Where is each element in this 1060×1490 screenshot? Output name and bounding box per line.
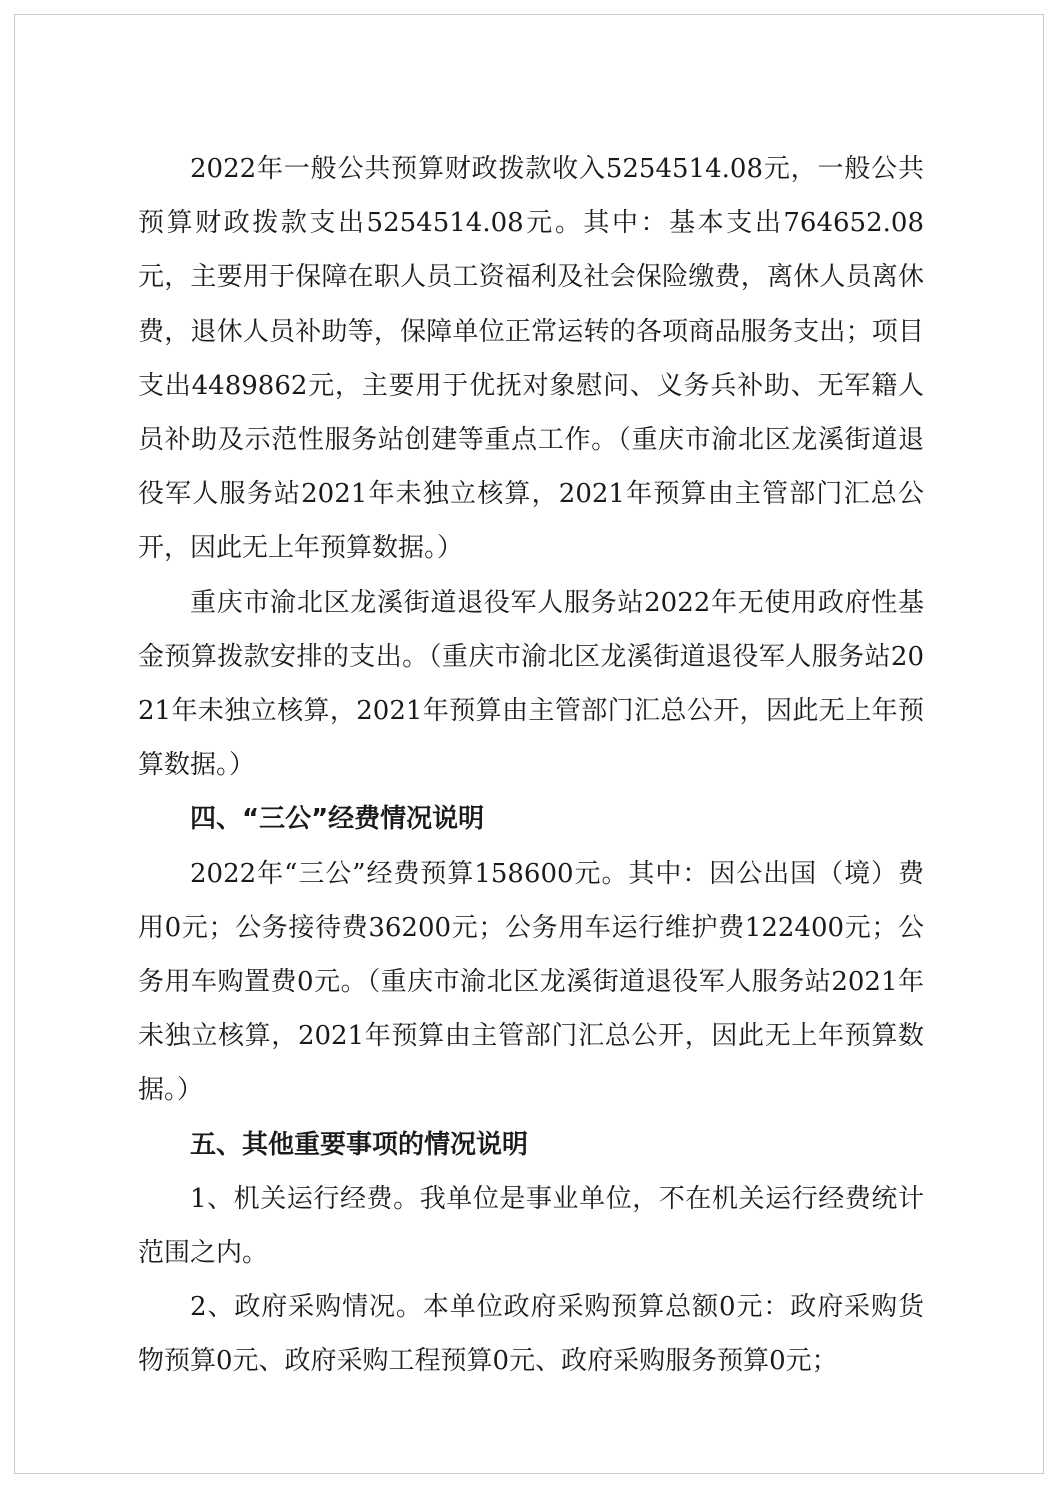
document-body <box>138 142 924 1389</box>
paragraph-operating-expenses: 1、机关运行经费。我单位是事业单位，不在机关运行经费统计范围之内。 <box>138 1183 924 1269</box>
paragraph-general-budget: 2022年一般公共预算财政拨款收入5254514.08元，一般公共预算财政拨款支出5254514.08元。其中：基本支出764652.08元，主要用于保障在职人员工资福利及社会保险缴费，离休人员离休费，退休人员补助等，保障单位正常运转的各项商品服务支出；项目支出4489862元，主要用于优抚对象慰问、义务兵补助、无军籍人员补助及示范性服务站创建等重点工作。（重庆市渝北区龙溪街道退役军人服务站2021年未独立核算，2021年预算由主管部门汇总公开，因此无上年预算数据。） <box>138 154 924 564</box>
section-heading-other-matters: 五、其他重要事项的情况说明 <box>190 1129 529 1160</box>
paragraph-fund-budget: 重庆市渝北区龙溪街道退役军人服务站2022年无使用政府性基金预算拨款安排的支出。（重庆市渝北区龙溪街道退役军人服务站2021年未独立核算，2021年预算由主管部门汇总公开，因此无上年预算数据。） <box>138 587 924 781</box>
paragraph-procurement: 2、政府采购情况。本单位政府采购预算总额0元：政府采购货物预算0元、政府采购工程预算0元、政府采购服务预算0元； <box>138 1292 924 1377</box>
section-heading-three-public: 四、“三公”经费情况说明 <box>190 804 485 835</box>
paragraph-three-public-budget: 2022年“三公”经费预算158600元。其中：因公出国（境）费用0元；公务接待费36200元；公务用车运行维护费122400元；公务用车购置费0元。（重庆市渝北区龙溪街道退役军人服务站2021年未独立核算，2021年预算由主管部门汇总公开，因此无上年预算数据。） <box>138 858 924 1106</box>
